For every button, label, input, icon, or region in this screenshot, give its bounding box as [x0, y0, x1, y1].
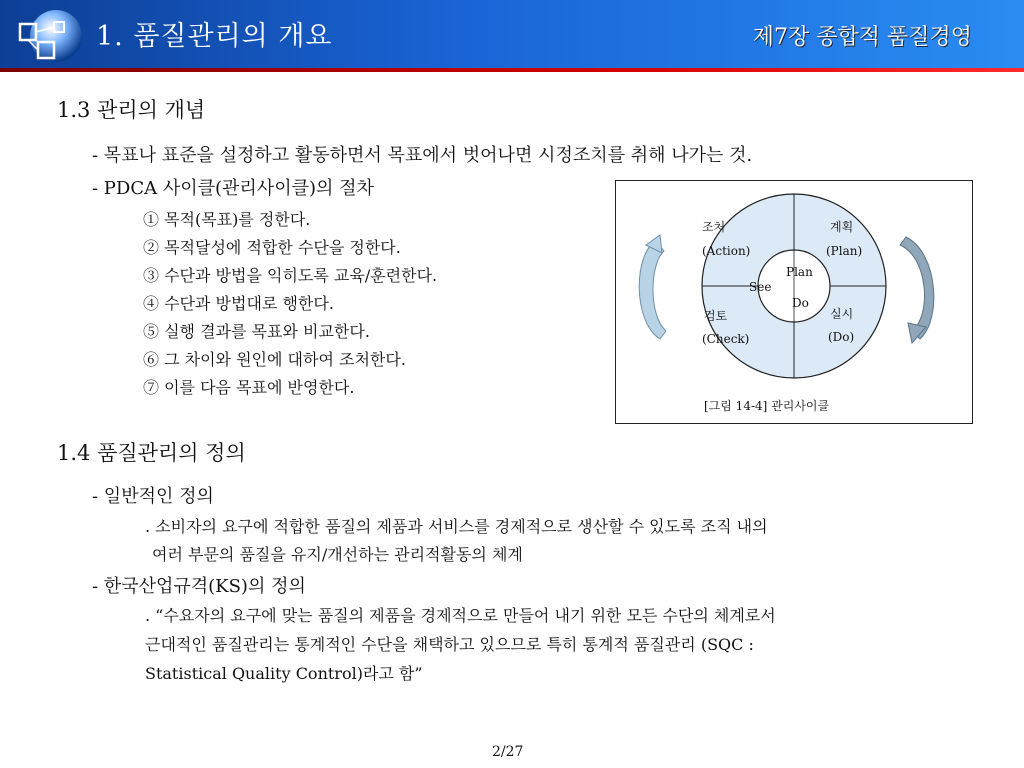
section-heading-1-4: 1.4 품질관리의 정의 — [57, 441, 246, 465]
general-definition-line: . 소비자의 요구에 적합한 품질의 제품과 서비스를 경제적으로 생산할 수 있도록 조직 내의 — [145, 517, 768, 536]
curved-arrow-icon — [639, 241, 666, 339]
page-number: 2/27 — [492, 744, 524, 760]
curved-arrow-icon — [900, 237, 934, 339]
check-label-ko: 검토 — [704, 309, 728, 323]
center-see-label: See — [749, 280, 772, 294]
pdca-step: ⑥ 그 차이와 원인에 대하여 조처한다. — [143, 350, 406, 369]
figure-caption: [그림 14-4] 관리사이클 — [704, 399, 830, 413]
pdca-bullet: - PDCA 사이클(관리사이클)의 절차 — [92, 178, 374, 199]
ks-definition-title: - 한국산업규격(KS)의 정의 — [92, 576, 306, 597]
do-label-en: (Do) — [828, 330, 855, 344]
plan-label-ko: 계획 — [830, 220, 854, 234]
check-label-en: (Check) — [702, 332, 750, 346]
header-divider — [0, 68, 1024, 72]
linked-squares-globe-icon — [16, 8, 84, 64]
ks-definition-line: Statistical Quality Control)라고 함” — [145, 664, 423, 683]
pdca-step: ② 목적달성에 적합한 수단을 정한다. — [143, 238, 401, 257]
center-do-label: Do — [792, 296, 809, 310]
pdca-step: ① 목적(목표)를 정한다. — [143, 210, 311, 229]
chapter-title: 제7장 종합적 품질경영 — [752, 25, 972, 50]
pdca-step: ④ 수단과 방법대로 행한다. — [143, 294, 334, 313]
general-definition-title: - 일반적인 정의 — [92, 486, 214, 507]
center-plan-label: Plan — [786, 265, 813, 279]
management-cycle-figure — [615, 180, 973, 424]
action-label-ko: 조처 — [702, 220, 726, 234]
general-definition-line: 여러 부문의 품질을 유지/개선하는 관리적활동의 체계 — [152, 545, 523, 564]
plan-label-en: (Plan) — [826, 244, 863, 258]
ks-definition-line: . “수요자의 요구에 맞는 품질의 제품을 경제적으로 만들어 내기 위한 모든 수단의 체계로서 — [145, 606, 776, 625]
action-label-en: (Action) — [702, 244, 751, 258]
slide-title: 1. 품질관리의 개요 — [96, 21, 333, 52]
concept-bullet: - 목표나 표준을 설정하고 활동하면서 목표에서 벗어나면 시정조치를 취해 나가는 것. — [92, 145, 753, 166]
pdca-step: ⑤ 실행 결과를 목표와 비교한다. — [143, 322, 370, 341]
pdca-step: ⑦ 이를 다음 목표에 반영한다. — [143, 378, 355, 397]
do-label-ko: 실시 — [830, 307, 854, 321]
ks-definition-line: 근대적인 품질관리는 통계적인 수단을 채택하고 있으므로 특히 통계적 품질관리 (SQC : — [145, 635, 754, 654]
pdca-step: ③ 수단과 방법을 익히도록 교육/훈련한다. — [143, 266, 438, 285]
section-heading-1-3: 1.3 관리의 개념 — [57, 98, 206, 122]
